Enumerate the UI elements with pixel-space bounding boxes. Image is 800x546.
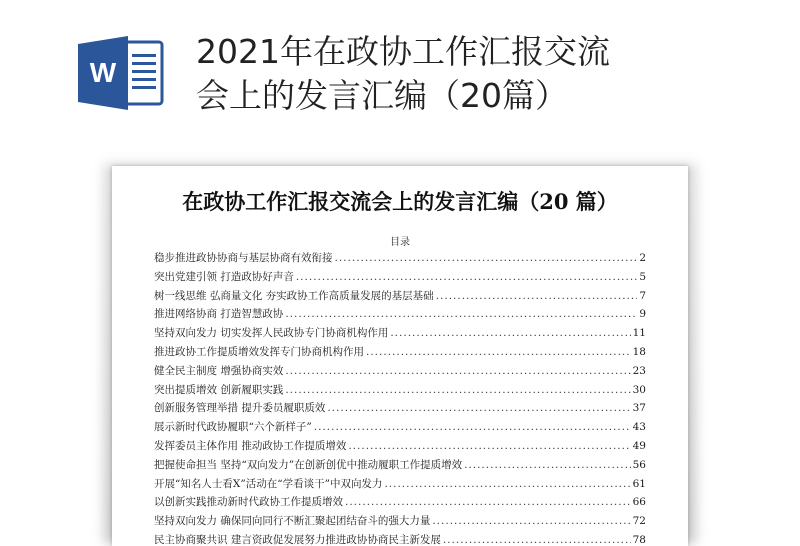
toc-item-title: 树一线思维 弘商量文化 夯实政协工作高质量发展的基层基础 <box>154 289 434 302</box>
toc-leader-dots <box>314 418 631 437</box>
toc-leader-dots <box>432 512 630 531</box>
toc-leader-dots <box>443 531 631 546</box>
toc-item[interactable] <box>154 343 646 362</box>
page-title-line-1: 2021年在政协工作汇报交流 <box>196 32 610 71</box>
toc-item-page: 18 <box>632 345 646 358</box>
toc-item-title: 稳步推进政协协商与基层协商有效衔接 <box>154 252 333 264</box>
toc-item-page: 11 <box>632 327 646 340</box>
word-icon-line <box>132 70 156 73</box>
toc-leader-dots <box>464 456 631 475</box>
toc-item-page: 23 <box>632 364 646 377</box>
toc-leader-dots <box>285 362 630 381</box>
toc-leader-dots <box>366 343 631 362</box>
toc-leader-dots <box>436 287 638 306</box>
toc-item-title: 开展“知名人士看X”活动在“学看谈干”中双向发力 <box>154 477 383 490</box>
toc-item-page: 49 <box>632 439 646 452</box>
toc-item[interactable] <box>154 399 646 418</box>
toc-item-title: 坚持双向发力 确保同向同行不断汇聚起团结奋斗的强大力量 <box>154 515 431 528</box>
toc-item[interactable] <box>154 249 646 268</box>
toc-item-title: 发挥委员主体作用 推动政协工作提质增效 <box>154 439 347 452</box>
toc-item[interactable] <box>154 381 646 400</box>
toc-item[interactable] <box>154 268 646 287</box>
toc-item[interactable] <box>154 305 646 324</box>
toc-item[interactable] <box>154 475 646 494</box>
toc-item[interactable] <box>154 437 646 456</box>
toc-item-page: 7 <box>639 289 646 302</box>
toc-item[interactable] <box>154 287 646 306</box>
toc-item-title: 健全民主制度 增强协商实效 <box>154 364 284 377</box>
toc-leader-dots <box>327 399 630 418</box>
toc-leader-dots <box>285 381 630 400</box>
toc-item-page: 56 <box>632 458 646 471</box>
toc-item-title: 突出提质增效 创新履职实践 <box>154 383 284 396</box>
toc-item-title: 以创新实践推动新时代政协工作提质增效 <box>154 496 343 509</box>
toc-leader-dots <box>335 249 638 268</box>
word-icon-line <box>132 54 156 57</box>
toc-item[interactable] <box>154 362 646 381</box>
toc-item-title: 坚持双向发力 切实发挥人民政协专门协商机构作用 <box>154 327 389 340</box>
toc-item-page: 61 <box>632 477 646 490</box>
word-icon-line <box>132 86 156 89</box>
toc-item[interactable] <box>154 456 646 475</box>
toc-item-title: 推进政协工作提质增效发挥专门协商机构作用 <box>154 345 364 358</box>
document-title: 在政协工作汇报交流会上的发言汇编（20 篇） <box>182 189 618 214</box>
toc-item-title: 展示新时代政协履职“六个新样子” <box>154 421 312 434</box>
toc-item-title: 把握使命担当 坚持“双向发力”在创新创优中推动履职工作提质增效 <box>154 458 463 471</box>
word-document-icon <box>78 36 166 110</box>
word-icon-letter: W <box>89 57 117 88</box>
table-of-contents <box>154 249 646 546</box>
toc-item-title: 创新服务管理举措 提升委员履职质效 <box>154 402 326 415</box>
toc-item[interactable] <box>154 324 646 343</box>
toc-item-page: 78 <box>632 533 646 546</box>
toc-item-page: 30 <box>632 383 646 396</box>
toc-leader-dots <box>390 324 630 343</box>
page-title <box>196 30 756 118</box>
toc-leader-dots <box>285 305 637 324</box>
document-preview <box>112 166 688 546</box>
toc-item-page: 72 <box>632 515 646 528</box>
toc-item-page: 5 <box>639 270 646 283</box>
toc-item-title: 推进网络协商 打造智慧政协 <box>154 308 284 321</box>
toc-item-page: 2 <box>639 252 646 264</box>
toc-item[interactable] <box>154 493 646 512</box>
toc-leader-dots <box>348 437 630 456</box>
toc-item-page: 43 <box>632 421 646 434</box>
page-title-line-2: 会上的发言汇编（20篇） <box>196 76 568 115</box>
toc-leader-dots <box>345 493 631 512</box>
toc-leader-dots <box>296 268 637 287</box>
toc-item-page: 9 <box>639 308 646 321</box>
toc-item-title: 突出党建引领 打造政协好声音 <box>154 270 294 283</box>
word-icon-line <box>132 78 156 81</box>
toc-heading: 目录 <box>390 237 410 248</box>
toc-item[interactable] <box>154 418 646 437</box>
word-icon-line <box>132 62 156 65</box>
toc-item-page: 66 <box>632 496 646 509</box>
toc-item[interactable] <box>154 531 646 546</box>
toc-item[interactable] <box>154 512 646 531</box>
toc-item-title: 民主协商聚共识 建言资政促发展努力推进政协协商民主新发展 <box>154 533 441 546</box>
toc-item-page: 37 <box>632 402 646 415</box>
toc-leader-dots <box>384 475 630 494</box>
